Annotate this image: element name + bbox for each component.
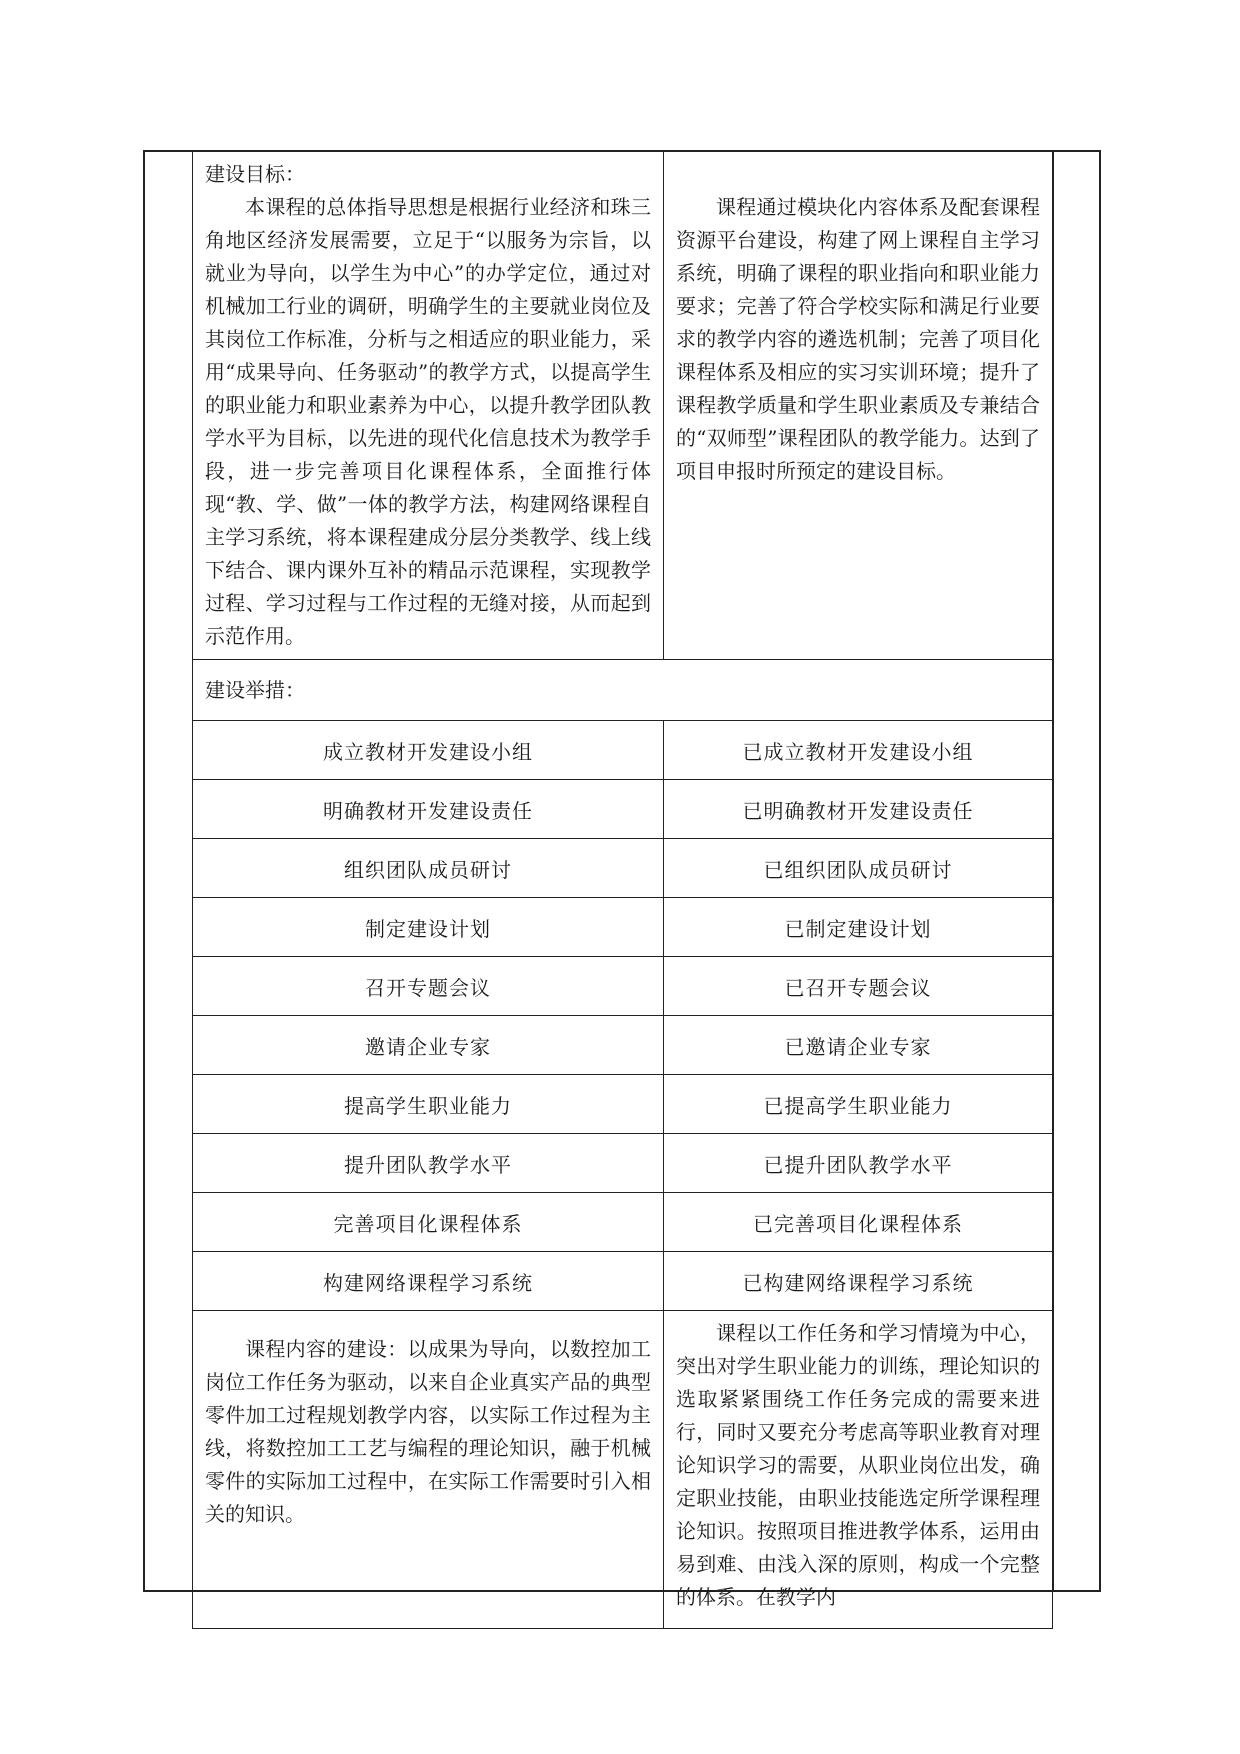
measure-cell: 召开专题会议 [193,957,664,1016]
result-cell: 已提升团队教学水平 [664,1134,1053,1193]
goal-label: 建设目标： [205,162,305,186]
goal-left-cell [193,152,664,660]
goal-description: 本课程的总体指导思想是根据行业经济和珠三角地区经济发展需要，立足于“以服务为宗旨，以就业为导向，以学生为中心”的办学定位，通过对机械加工行业的调研，明确学生的主要就业岗位及其岗位工作标准，分析与之相适应的职业能力，采用“成果导向、任务驱动”的教学方式，以提高学生的职业能力和职业素养为中心，以提升教学团队教学水平为目标，以先进的现代化信息技术为教学手段，进一步完善项目化课程体系，全面推行体现“教、学、做”一体的教学方法，构建网络课程自主学习系统，将本课程建成分层分类教学、线上线下结合、课内课外互补的精品示范课程，实现教学过程、学习过程与工作过程的无缝对接，从而起到示范作用。 [205,195,651,648]
content-description: 课程内容的建设：以成果为导向，以数控加工岗位工作任务为驱动，以来自企业真实产品的典型零件加工过程规划教学内容，以实际工作过程为主线，将数控加工工艺与编程的理论知识，融于机械零件的实际加工过程中，在实际工作需要时引入相关的知识。 [205,1337,651,1526]
measure-cell: 组织团队成员研讨 [193,839,664,898]
measure-row [193,1193,1053,1252]
measure-cell: 提升团队教学水平 [193,1134,664,1193]
measure-row [193,957,1053,1016]
measure-row [193,1075,1053,1134]
measures-label-cell [193,660,1053,721]
measures-label: 建设举措： [205,678,305,702]
goal-right-cell [664,152,1053,660]
goal-achievement: 课程通过模块化内容体系及配套课程资源平台建设，构建了网上课程自主学习系统，明确了课程的职业指向和职业能力要求；完善了符合学校实际和满足行业要求的教学内容的遴选机制；完善了项目化课程体系及相应的实习实训环境；提升了课程教学质量和学生职业素质及专兼结合的“双师型”课程团队的教学能力。达到了项目申报时所预定的建设目标。 [676,195,1040,483]
frame-left-border [143,150,145,1592]
content-right-cell [664,1311,1053,1629]
construction-table [192,151,1053,1629]
result-cell: 已组织团队成员研讨 [664,839,1053,898]
measure-row [193,1016,1053,1075]
measure-row [193,780,1053,839]
measure-row [193,1252,1053,1311]
measure-cell: 明确教材开发建设责任 [193,780,664,839]
result-cell: 已召开专题会议 [664,957,1053,1016]
measure-row [193,1134,1053,1193]
content-row [193,1311,1053,1629]
frame-right-border [1099,150,1101,1592]
result-cell: 已邀请企业专家 [664,1016,1053,1075]
measure-row [193,839,1053,898]
measure-cell: 邀请企业专家 [193,1016,664,1075]
result-cell: 已成立教材开发建设小组 [664,721,1053,780]
measure-row [193,721,1053,780]
content-left-cell [193,1311,664,1629]
result-cell: 已提高学生职业能力 [664,1075,1053,1134]
result-cell: 已构建网络课程学习系统 [664,1252,1053,1311]
measure-cell: 制定建设计划 [193,898,664,957]
measure-cell: 成立教材开发建设小组 [193,721,664,780]
measure-cell: 构建网络课程学习系统 [193,1252,664,1311]
measure-cell: 提高学生职业能力 [193,1075,664,1134]
goal-row [193,152,1053,660]
measures-heading-row [193,660,1053,721]
result-cell: 已明确教材开发建设责任 [664,780,1053,839]
result-cell: 已完善项目化课程体系 [664,1193,1053,1252]
measure-row [193,898,1053,957]
result-cell: 已制定建设计划 [664,898,1053,957]
measure-cell: 完善项目化课程体系 [193,1193,664,1252]
content-approach: 课程以工作任务和学习情境为中心，突出对学生职业能力的训练，理论知识的选取紧紧围绕工作任务完成的需要来进行，同时又要充分考虑高等职业教育对理论知识学习的需要，从职业岗位出发，确定职业技能，由职业技能选定所学课程理论知识。按照项目推进教学体系，运用由易到难、由浅入深的原则，构成一个完整的体系。在教学内 [676,1321,1040,1609]
